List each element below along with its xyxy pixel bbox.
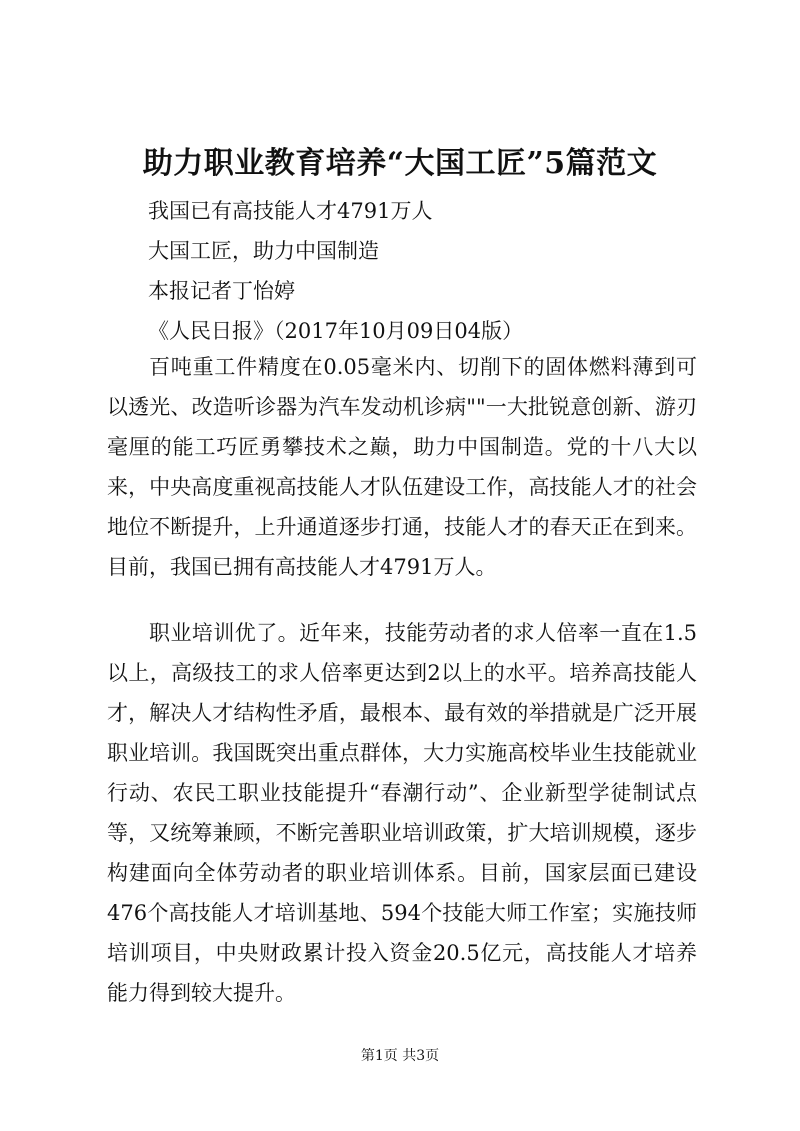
body-paragraph-2: 职业培训优了。近年来，技能劳动者的求人倍率一直在1.5以上，高级技工的求人倍率更达到2以上的水平。培养高技能人才，解决人才结构性矛盾，最根本、最有效的举措就是广泛开展职业培训。我国既突出重点群体，大力实施高校毕业生技能就业行动、农民工职业技能提升“春潮行动”、企业新型学徒制试点等，又统筹兼顾，不断完善职业培训政策，扩大培训规模，逐步构建面向全体劳动者的职业培训体系。目前，国家层面已建设476个高技能人才培训基地、594个技能大师工作室；实施技师培训项目，中央财政累计投入资金20.5亿元，高技能人才培养能力得到较大提升。: [107, 621, 697, 1005]
headline-line: 我国已有高技能人才4791万人: [148, 199, 433, 223]
page-footer: 第1页 共3页: [360, 1048, 440, 1064]
source-line: 《人民日报》（2017年10月09日04版）: [148, 319, 524, 343]
document-title: 助力职业教育培养“大国工匠”5篇范文: [142, 146, 658, 181]
subheadline-line: 大国工匠，助力中国制造: [148, 239, 379, 263]
body-paragraph-1: 百吨重工件精度在0.05毫米内、切削下的固体燃料薄到可以透光、改造听诊器为汽车发动机诊病""一大批锐意创新、游刃毫厘的能工巧匠勇攀技术之巅，助力中国制造。党的十八大以来，中央高度重视高技能人才队伍建设工作，高技能人才的社会地位不断提升，上升通道逐步打通，技能人才的春天正在到来。目前，我国已拥有高技能人才4791万人。: [107, 355, 697, 579]
byline: 本报记者丁怡婷: [148, 279, 295, 303]
